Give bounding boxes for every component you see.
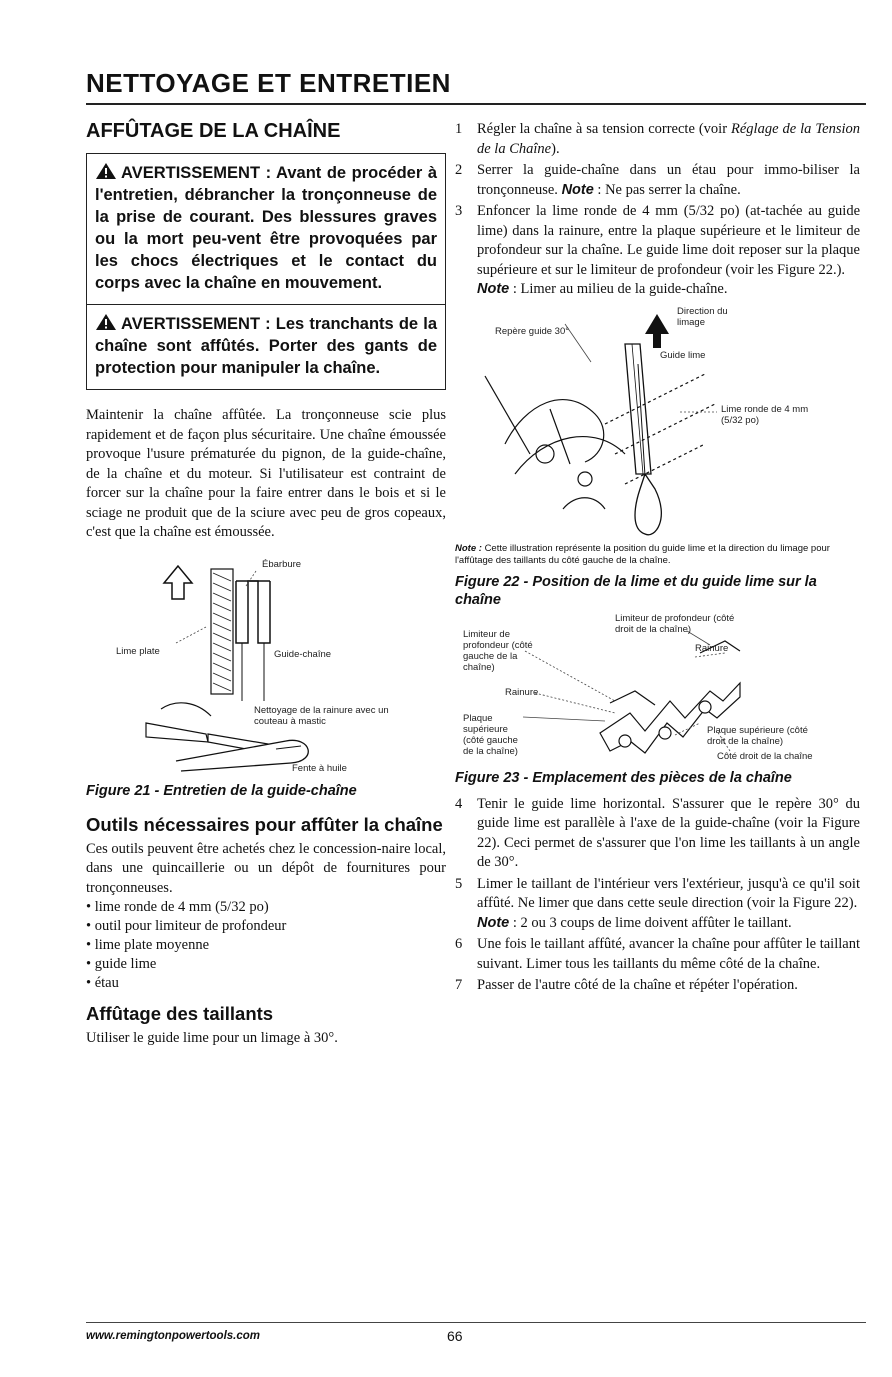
up-arrow-icon — [164, 566, 192, 599]
label-limiteur-gauche: Limiteur de profondeur (côté gauche de la chaîne) — [463, 628, 533, 673]
page-number: 66 — [447, 1328, 463, 1344]
step-1 — [455, 120, 860, 159]
list-item: • lime plate moyenne — [86, 936, 446, 955]
note-label: Note : — [455, 542, 482, 554]
step-number: 4 — [455, 795, 463, 812]
lime-plate-file — [211, 569, 233, 694]
section-title: AFFÛTAGE DE LA CHAÎNE — [86, 120, 341, 142]
step-number: 7 — [455, 977, 463, 993]
step-tail: : 2 ou 3 coups de lime doivent affûter le taillant. — [509, 914, 792, 931]
label-direction-limage: Direction du limage — [677, 305, 728, 328]
label-plaque-droite: Plaque supérieure (côté droit de la chaîne) — [707, 724, 808, 747]
warning-1-text: AVERTISSEMENT : Avant de procéder à l'entretien, débrancher la tronçonneuse de la prise de courant. Des blessures graves ou la mort peu-vent être provoquées par les chocs électriques et le contact du corps avec la chaîne en mouvement. — [95, 164, 437, 292]
step-number: 2 — [455, 162, 463, 178]
step-3 — [455, 202, 860, 300]
figure-21-drawing — [86, 551, 446, 776]
direction-arrow-icon — [645, 314, 669, 348]
step-tail: : Ne pas serrer la chaîne. — [593, 181, 741, 198]
step-text: Enfoncer la lime ronde de 4 mm (5/32 po) (at-tachée au guide lime) dans la rainure, entre la plaque supérieure et le limiteur de profondeur sur la chaîne. Le guide lime doit reposer sur la plaque supérieure et sur le limiteur de profondeur (voir les Figure 22.). — [477, 203, 860, 278]
figure-21 — [86, 551, 446, 776]
footer-url: www.remingtonpowertools.com — [86, 1330, 260, 1342]
step-tail: : Limer au milieu de la guide-chaîne. — [509, 281, 728, 297]
guide-chaine-rails — [236, 581, 270, 643]
label-nettoyage-rainure: Nettoyage de la rainure avec un couteau à mastic — [254, 704, 389, 727]
step-text: Tenir le guide lime horizontal. S'assurer que le repère 30° du guide lime est parallèle à l'axe de la guide-chaîne (voir la Figure 22). Ceci permet de s'assurer que l'on lime les taillants à un angle de 30°. — [477, 795, 860, 870]
label-cote-droit: Côté droit de la chaîne — [717, 750, 813, 762]
tools-intro: Ces outils peuvent être achetés chez le concession-naire local, dans une quincaillerie ou un dépôt de fournitures pour tronçonneuses. — [86, 840, 446, 896]
label-limiteur-droit: Limiteur de profondeur (côté droit de la chaîne) — [615, 612, 735, 635]
step-ref: Réglage de la Tension de la Chaîne — [477, 121, 861, 157]
file-guide — [625, 344, 651, 474]
step-number: 5 — [455, 875, 463, 892]
warning-triangle-icon — [95, 162, 117, 180]
page-title: NETTOYAGE ET ENTRETIEN — [86, 68, 451, 98]
list-item: • lime ronde de 4 mm (5/32 po) — [86, 898, 446, 917]
intro-paragraph: Maintenir la chaîne affûtée. La tronçonneuse scie plus rapidement et de façon plus sécuritaire. Une chaîne émoussée provoque l'usure prématurée du pignon, de la guide-chaîne, de la chaîne et du moteur. Si l'utilisateur est contraint de forcer sur la chaîne pour la faire entrer dans le bois et si le sciage ne produit que de la sciure avec peu de gros copeaux, c'est que la chaîne est émoussée. — [86, 407, 446, 540]
tools-list — [86, 898, 446, 993]
step-tail: ). — [551, 140, 560, 157]
step-number: 3 — [455, 203, 463, 219]
steps-list-1 — [455, 120, 860, 300]
label-rainure-2: Rainure — [505, 686, 539, 698]
list-item: • outil pour limiteur de profondeur — [86, 917, 446, 936]
sharpen-title: Affûtage des taillants — [86, 1003, 274, 1024]
step-number: 6 — [455, 936, 463, 952]
step-text: Régler la chaîne à sa tension correcte (voir — [477, 121, 732, 137]
label-lime-plate: Lime plate — [116, 645, 160, 657]
warning-box-2 — [86, 305, 446, 390]
tools-title: Outils nécessaires pour affûter la chaîne — [86, 813, 443, 835]
note-label: Note — [477, 914, 510, 931]
chain-links — [505, 374, 715, 509]
warning-box-1 — [86, 153, 446, 305]
note-label: Note — [477, 281, 510, 297]
figure-23-caption: Figure 23 - Emplacement des pièces de la chaîne — [455, 769, 792, 786]
figure-22-note — [455, 543, 860, 567]
note-text: Cette illustration représente la position du guide lime et la direction du limage pour l'affûtage des taillants du côté gauche de la chaîne. — [455, 542, 830, 566]
step-number: 1 — [455, 121, 463, 137]
step-text: Passer de l'autre côté de la chaîne et répéter l'opération. — [477, 977, 798, 993]
list-item: • étau — [86, 974, 446, 993]
step-5 — [455, 875, 860, 934]
footer-rule — [86, 1322, 866, 1323]
label-plaque-gauche: Plaque supérieure (côté gauche de la chaîne) — [463, 712, 518, 757]
left-column — [86, 120, 446, 1049]
label-lime-ronde: Lime ronde de 4 mm (5/32 po) — [721, 403, 809, 426]
figure-22-caption: Figure 22 - Position de la lime et du guide lime sur la chaîne — [455, 573, 817, 608]
sharpen-intro: Utiliser le guide lime pour un limage à 30°. — [86, 1030, 338, 1046]
label-fente-huile: Fente à huile — [292, 762, 347, 774]
label-repere-guide: Repère guide 30° — [495, 325, 570, 337]
note-label: Note — [561, 181, 594, 198]
step-4 — [455, 795, 860, 873]
step-text: Serrer la guide-chaîne dans un étau pour immo-biliser la tronçonneuse. — [477, 162, 860, 198]
step-text: Limer le taillant de l'intérieur vers l'extérieur, jusqu'à ce qu'il soit affûté. Ne limer que dans cette seule direction (voir la Figure 22). — [477, 875, 860, 911]
step-7 — [455, 976, 860, 996]
step-2 — [455, 161, 860, 200]
figure-22 — [455, 304, 860, 539]
label-guide-lime: Guide lime — [660, 349, 706, 361]
warning-triangle-icon — [95, 313, 117, 331]
label-ebarbure: Ébarbure — [262, 558, 302, 570]
title-rule — [86, 103, 866, 105]
warning-2-text: AVERTISSEMENT : Les tranchants de la chaîne sont affûtés. Porter des gants de protection pour manipuler la chaîne. — [95, 315, 437, 377]
list-item: • guide lime — [86, 955, 446, 974]
figure-23 — [455, 613, 860, 763]
step-6 — [455, 935, 860, 974]
step-text: Une fois le taillant affûté, avancer la chaîne pour affûter le taillant suivant. Limer tous les taillants du même côté de la chaîne. — [477, 936, 860, 972]
figure-21-caption: Figure 21 - Entretien de la guide-chaîne — [86, 782, 357, 799]
label-guide-chaine: Guide-chaîne — [274, 648, 332, 660]
steps-list-2 — [455, 795, 860, 996]
label-rainure-1: Rainure — [695, 642, 729, 654]
right-column — [455, 120, 860, 998]
